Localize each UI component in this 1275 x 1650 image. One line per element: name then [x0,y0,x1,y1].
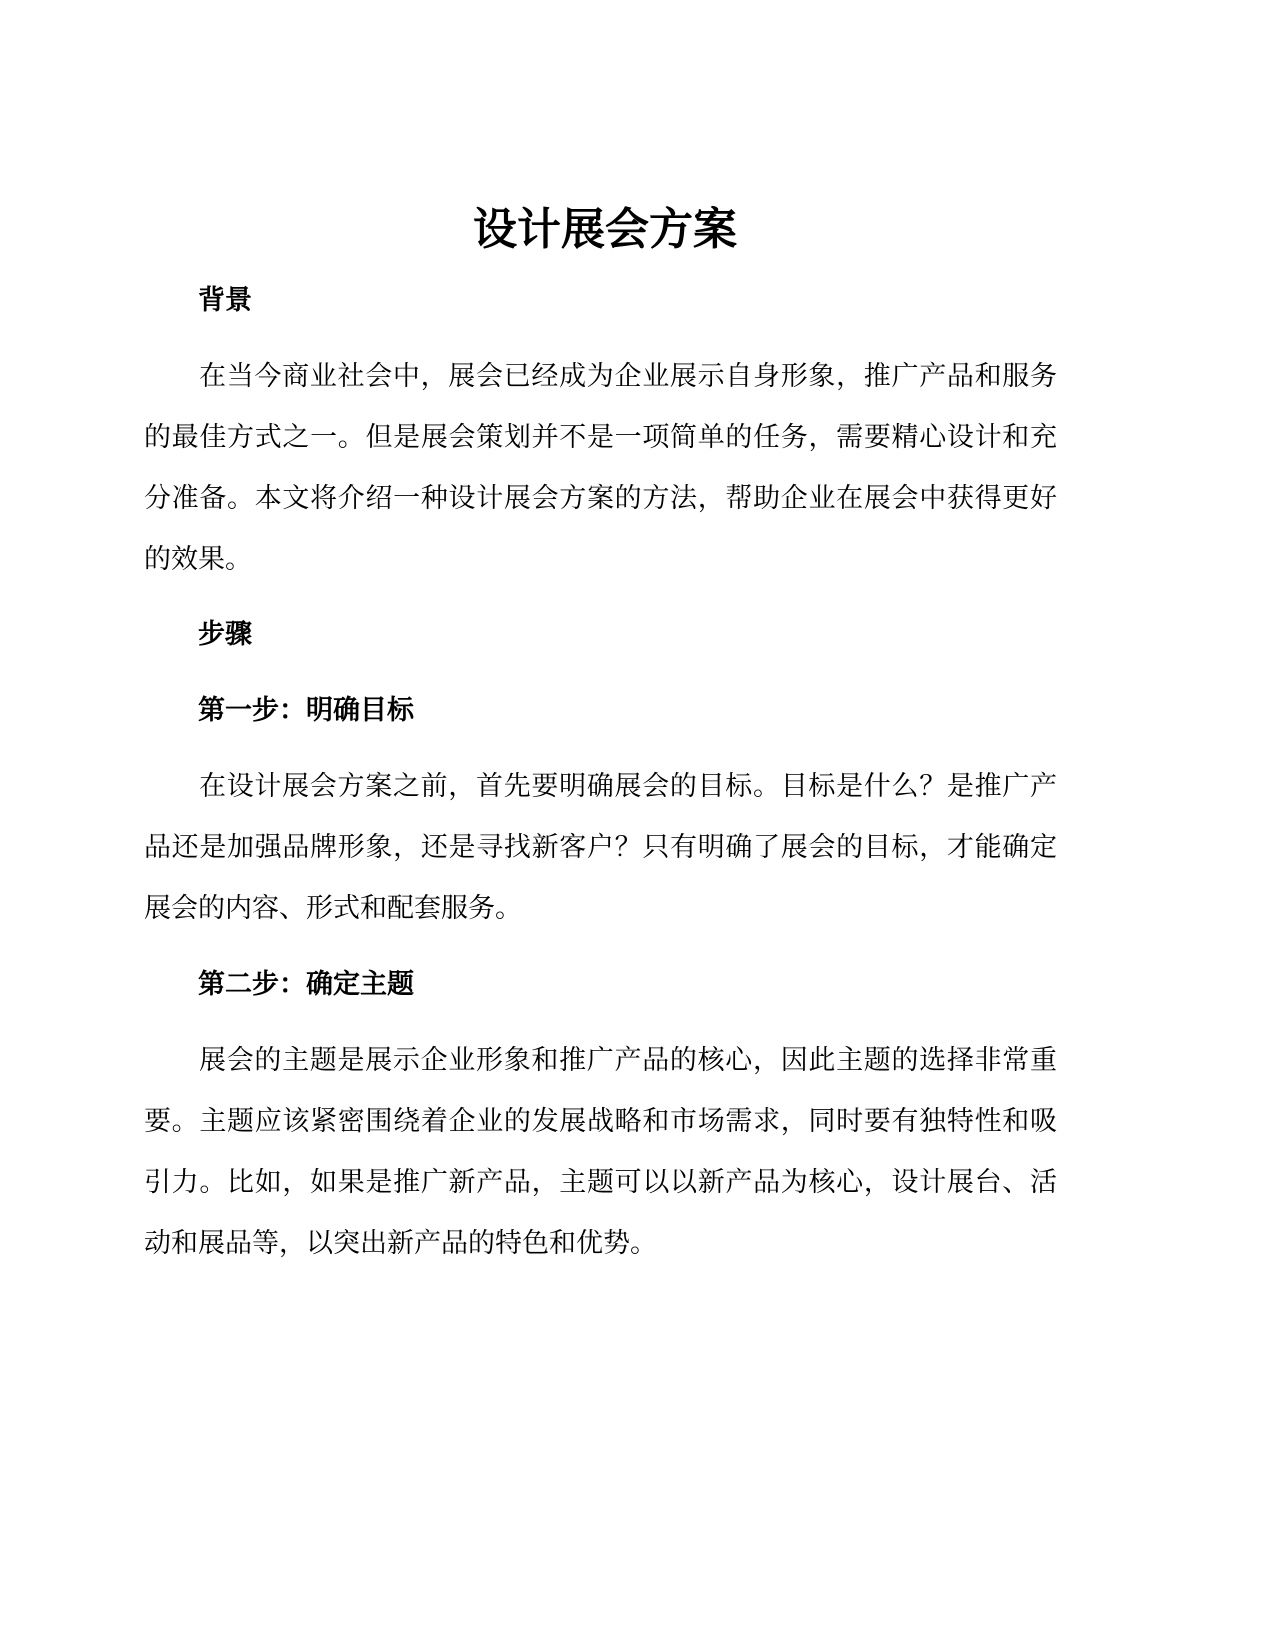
text-line: 展会的主题是展示企业形象和推广产品的核心，因此主题的选择非常重 [199,1045,1057,1076]
heading-steps: 步骤 [198,619,252,650]
text-line: 的效果。 [144,544,252,575]
paragraph-background [144,357,1057,601]
heading-step2: 第二步：确定主题 [198,969,414,1000]
text-line: 在当今商业社会中，展会已经成为企业展示自身形象，推广产品和服务 [199,361,1057,392]
paragraph-step1 [144,767,1057,950]
text-line: 品还是加强品牌形象，还是寻找新客户？只有明确了展会的目标，才能确定 [144,832,1057,863]
text-line: 要。主题应该紧密围绕着企业的发展战略和市场需求，同时要有独特性和吸 [144,1106,1057,1137]
heading-step1: 第一步：明确目标 [198,695,414,726]
text-line: 动和展品等，以突出新产品的特色和优势。 [144,1228,657,1259]
heading-background: 背景 [198,285,252,316]
document-title: 设计展会方案 [473,204,737,255]
text-line: 分准备。本文将介绍一种设计展会方案的方法，帮助企业在展会中获得更好 [144,483,1057,514]
text-line: 的最佳方式之一。但是展会策划并不是一项简单的任务，需要精心设计和充 [144,422,1057,453]
paragraph-step2 [144,1041,1057,1285]
text-line: 展会的内容、形式和配套服务。 [144,893,522,924]
text-line: 引力。比如，如果是推广新产品，主题可以以新产品为核心，设计展台、活 [144,1167,1057,1198]
text-line: 在设计展会方案之前，首先要明确展会的目标。目标是什么？是推广产 [199,771,1057,802]
